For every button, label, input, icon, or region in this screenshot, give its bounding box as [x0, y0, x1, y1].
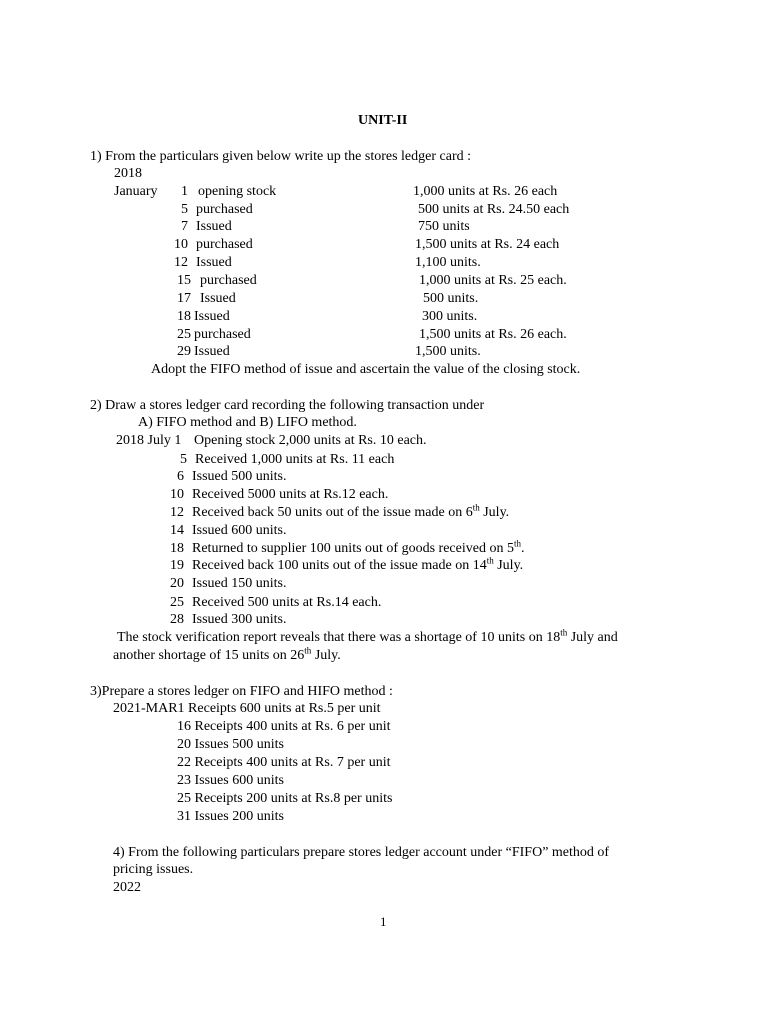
- q1-month: January: [114, 184, 158, 199]
- q1-row-qty: 750 units: [418, 219, 470, 234]
- q1-row-qty: 1,000 units at Rs. 26 each: [413, 184, 558, 199]
- q2-row-text: Received 500 units at Rs.14 each.: [192, 595, 382, 610]
- q2-row-text-main: Received back 100 units out of the issue made on 14: [192, 558, 487, 573]
- q3-row: 20 Issues 500 units: [177, 737, 284, 752]
- q1-row-day: 25: [177, 327, 191, 342]
- q2-row-day: 10: [170, 487, 184, 502]
- q2-row-text-after: July.: [493, 558, 524, 573]
- q2-heading: 2) Draw a stores ledger card recording the following transaction under: [90, 398, 485, 413]
- q2-row-text: Issued 500 units.: [192, 469, 287, 484]
- q1-heading: 1) From the particulars given below write up the stores ledger card :: [90, 149, 471, 164]
- q2-row-day: 14: [170, 523, 184, 538]
- ordinal-suffix: th: [304, 645, 312, 656]
- q2-row-text: Issued 150 units.: [192, 576, 287, 591]
- q2-row-text-after: .: [520, 541, 525, 556]
- q2-note-line1-main: The stock verification report reveals that there was a shortage of 10 units on 18: [117, 630, 561, 645]
- q1-row-desc: Issued: [194, 309, 230, 324]
- q2-row-text-main: Returned to supplier 100 units out of goods received on 5: [192, 541, 514, 556]
- q1-row-desc: purchased: [196, 202, 253, 217]
- q2-row-day: 25: [170, 595, 184, 610]
- q2-note-line2-main: another shortage of 15 units on 26: [113, 648, 305, 663]
- q1-row-day: 10: [174, 237, 188, 252]
- q1-row-desc: Issued: [194, 344, 230, 359]
- ordinal-suffix: th: [472, 502, 480, 513]
- q2-row-text: Received 5000 units at Rs.12 each.: [192, 487, 389, 502]
- q2-methods: A) FIFO method and B) LIFO method.: [138, 415, 357, 430]
- q1-row-qty: 1,500 units at Rs. 26 each.: [419, 327, 567, 342]
- q1-row-qty: 1,500 units.: [415, 344, 481, 359]
- q2-row-day: 5: [180, 452, 187, 467]
- page-number: 1: [380, 914, 387, 929]
- ordinal-suffix: th: [486, 555, 494, 566]
- q3-heading: 3)Prepare a stores ledger on FIFO and HIFO method :: [90, 684, 393, 699]
- q1-row-qty: 500 units.: [423, 291, 479, 306]
- q4-line2: pricing issues.: [113, 862, 194, 877]
- q1-row-qty: 1,000 units at Rs. 25 each.: [419, 273, 567, 288]
- q1-row-desc: Issued: [196, 255, 232, 270]
- q1-row-day: 17: [177, 291, 191, 306]
- q3-row: 2021-MAR1 Receipts 600 units at Rs.5 per unit: [113, 701, 381, 716]
- q2-row-text: Issued 300 units.: [192, 612, 287, 627]
- q2-row-text: Received 1,000 units at Rs. 11 each: [195, 452, 395, 467]
- q2-row-text: [192, 538, 525, 557]
- q2-note-line2-after: July.: [311, 648, 341, 663]
- q2-note-line1-after: July and: [567, 630, 618, 645]
- q2-row-day: 18: [170, 541, 184, 556]
- q1-row-desc: opening stock: [198, 184, 277, 199]
- q2-row-text: [192, 555, 524, 574]
- q2-row-day: 20: [170, 576, 184, 591]
- q1-row-qty: 500 units at Rs. 24.50 each: [418, 202, 570, 217]
- q2-row-prefix: 2018 July 1: [116, 433, 182, 448]
- q2-row-text: [192, 502, 510, 521]
- q1-row-qty: 1,100 units.: [415, 255, 481, 270]
- q1-row-qty: 1,500 units at Rs. 24 each: [415, 237, 560, 252]
- q1-note: Adopt the FIFO method of issue and ascertain the value of the closing stock.: [151, 362, 581, 377]
- q1-row-day: 1: [181, 184, 188, 199]
- q2-row-text-main: Received back 50 units out of the issue made on 6: [192, 505, 473, 520]
- q2-row-text: Opening stock 2,000 units at Rs. 10 each.: [194, 433, 427, 448]
- q3-row: 31 Issues 200 units: [177, 809, 284, 824]
- q1-row-day: 12: [174, 255, 188, 270]
- q1-row-desc: Issued: [196, 219, 232, 234]
- q3-row: 25 Receipts 200 units at Rs.8 per units: [177, 791, 393, 806]
- page-title: UNIT-II: [358, 113, 408, 128]
- q1-row-day: 7: [181, 219, 188, 234]
- q2-note-line1: [117, 627, 618, 646]
- ordinal-suffix: th: [560, 627, 568, 638]
- q1-row-day: 5: [181, 202, 188, 217]
- q2-row-day: 19: [170, 558, 184, 573]
- q2-note-line2: [113, 645, 341, 664]
- q1-row-desc: purchased: [200, 273, 257, 288]
- q1-row-qty: 300 units.: [422, 309, 478, 324]
- q3-row: 23 Issues 600 units: [177, 773, 284, 788]
- q1-row-desc: purchased: [194, 327, 251, 342]
- q3-row: 22 Receipts 400 units at Rs. 7 per unit: [177, 755, 391, 770]
- q1-row-day: 15: [177, 273, 191, 288]
- q1-row-desc: purchased: [196, 237, 253, 252]
- q1-row-day: 29: [177, 344, 191, 359]
- q1-row-day: 18: [177, 309, 191, 324]
- q1-row-desc: Issued: [200, 291, 236, 306]
- ordinal-suffix: th: [513, 538, 521, 549]
- q2-row-text: Issued 600 units.: [192, 523, 287, 538]
- q4-line1: 4) From the following particulars prepare stores ledger account under “FIFO” method of: [113, 845, 610, 860]
- q2-row-day: 6: [177, 469, 184, 484]
- q2-row-text-after: July.: [479, 505, 510, 520]
- q2-row-day: 12: [170, 505, 184, 520]
- q3-row: 16 Receipts 400 units at Rs. 6 per unit: [177, 719, 391, 734]
- q1-year: 2018: [114, 166, 142, 181]
- q2-row-day: 28: [170, 612, 184, 627]
- q4-year: 2022: [113, 880, 141, 895]
